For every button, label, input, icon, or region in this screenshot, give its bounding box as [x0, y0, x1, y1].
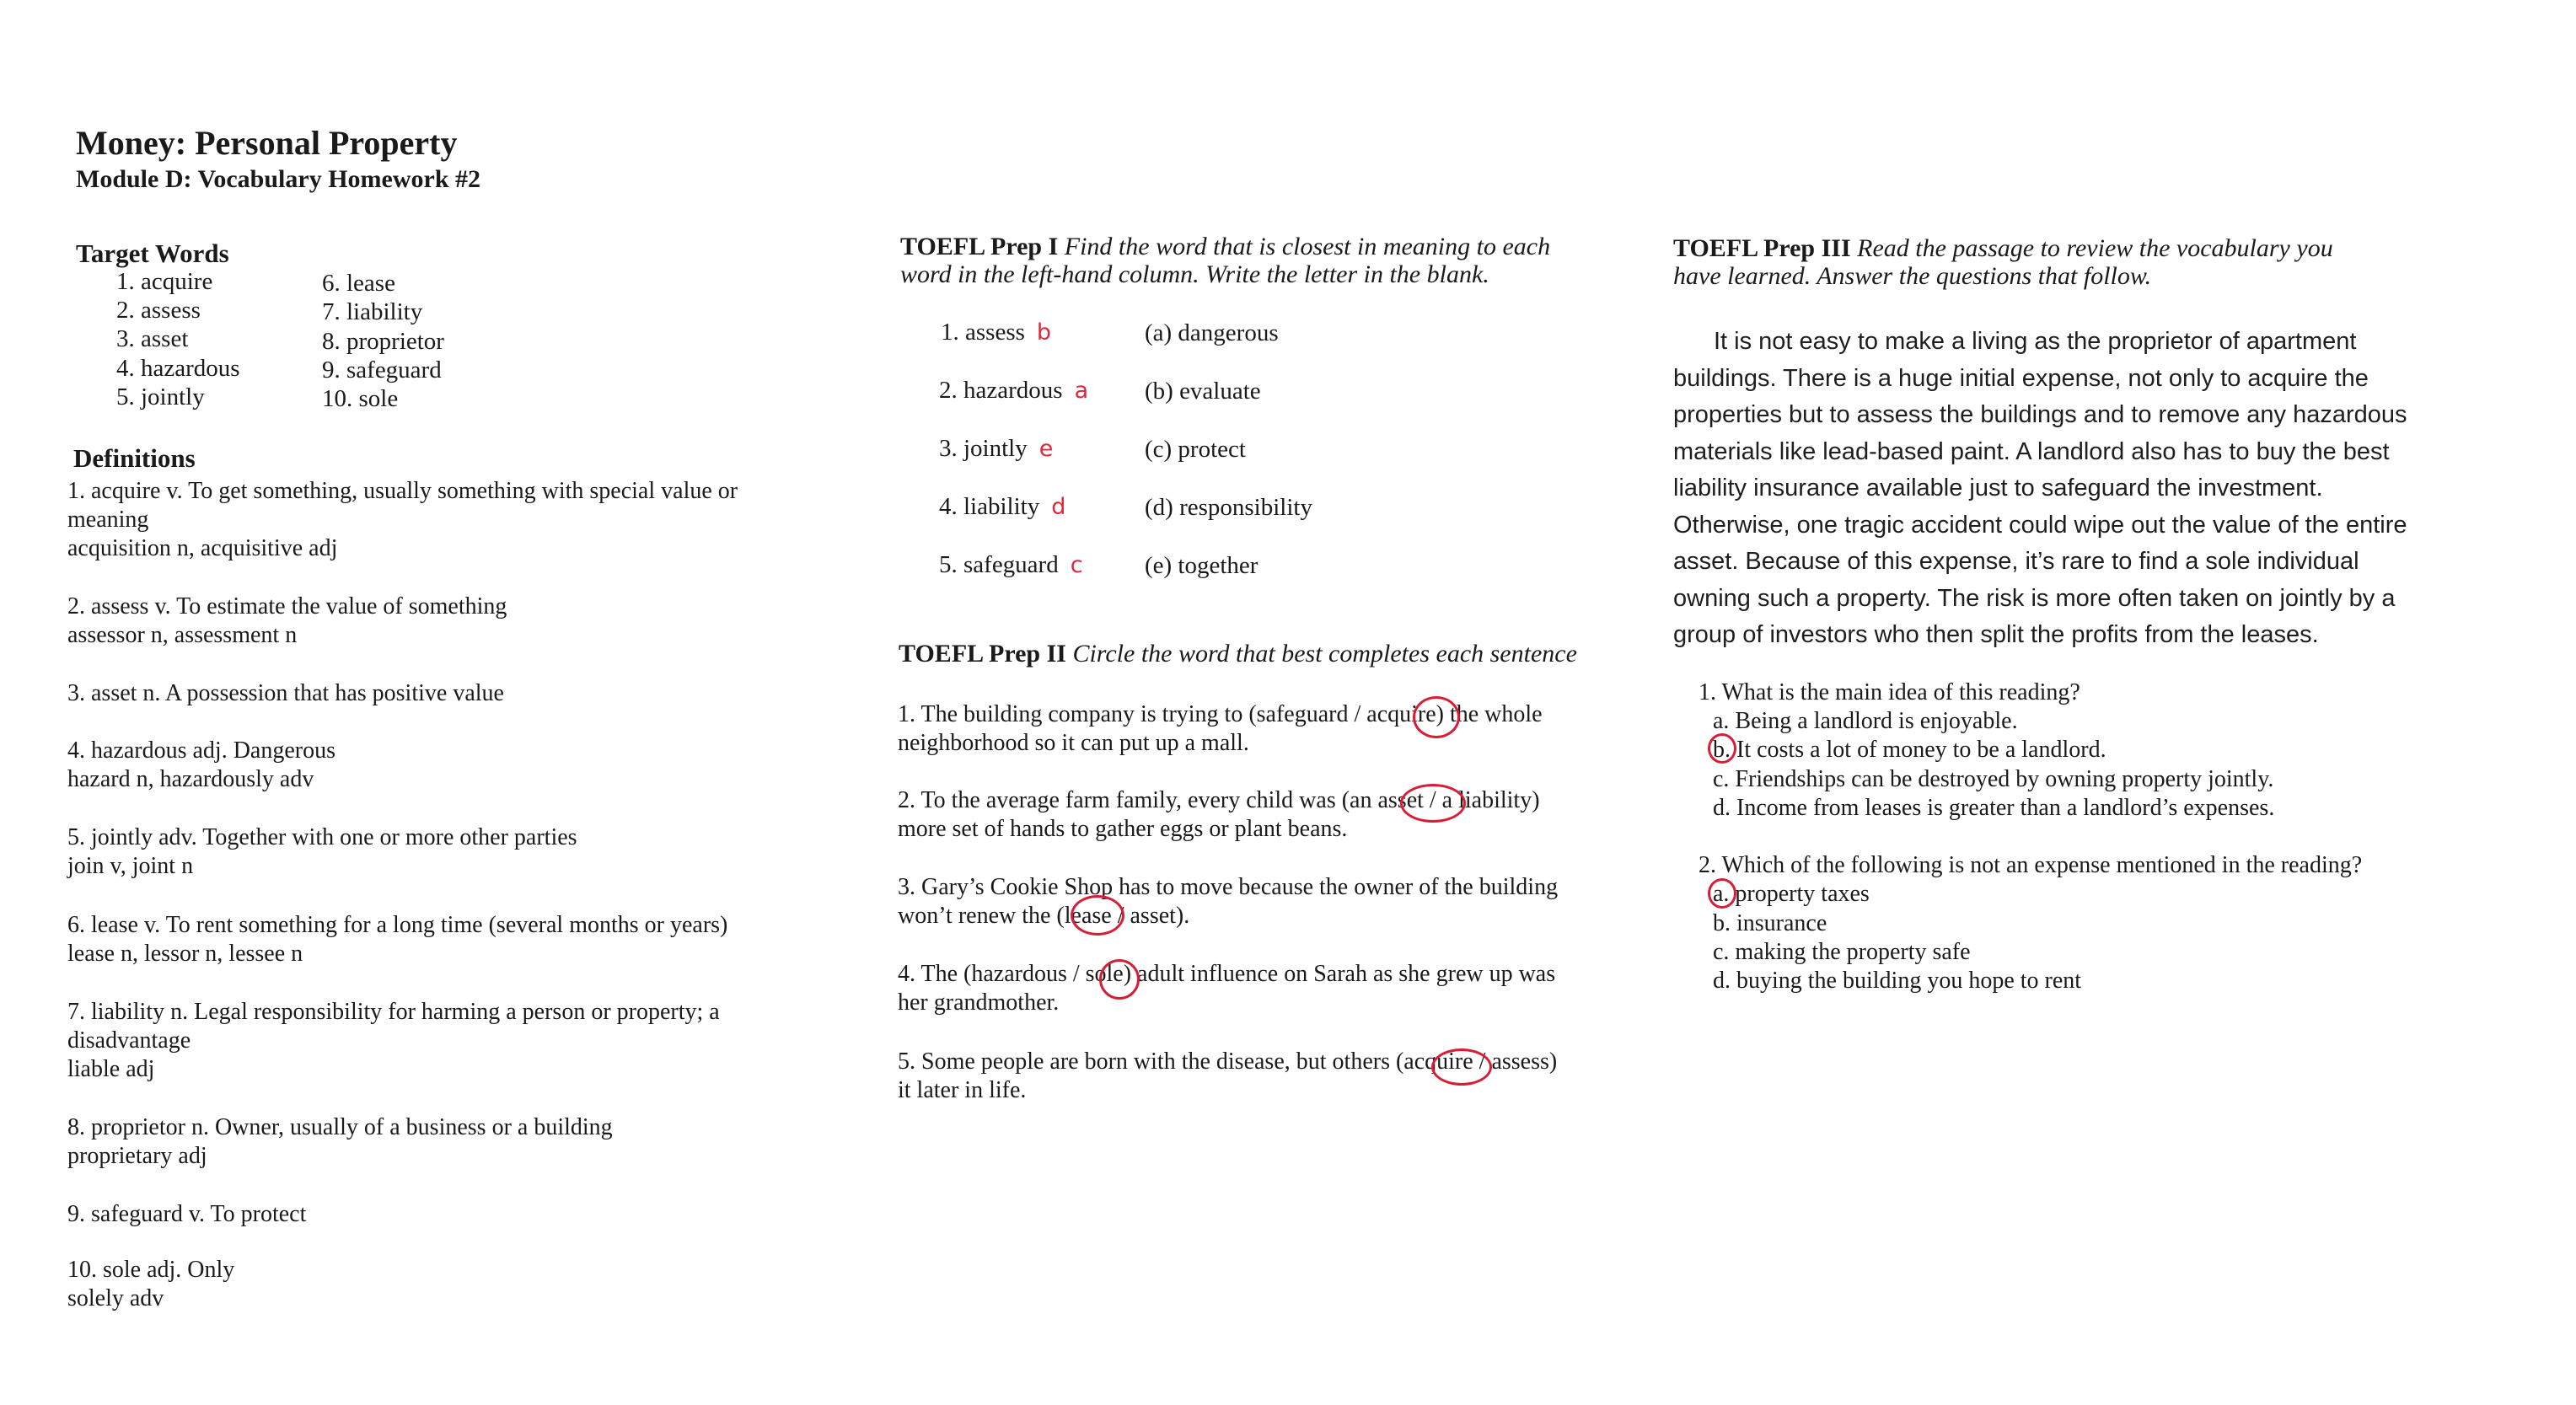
prep1-instructions: word in the left-hand column. Write the letter in the blank.	[900, 260, 1489, 288]
prep1-title: TOEFL Prep I	[900, 233, 1059, 260]
prep1-instructions-line2	[900, 260, 1489, 288]
fill-in-item	[898, 960, 1606, 1017]
target-words-heading: Target Words	[76, 239, 229, 268]
definition-item	[67, 823, 826, 881]
match-option: (a) dangerous	[1145, 319, 1279, 346]
prep3-instructions: Read the passage to review the vocabulary you	[1857, 234, 2333, 262]
prep3-title: TOEFL Prep III	[1673, 234, 1851, 262]
fill-in-item	[898, 700, 1606, 758]
definition-item	[67, 1256, 826, 1313]
target-word: 4. hazardous	[116, 355, 240, 382]
fill-in-item	[898, 786, 1606, 844]
match-option: (b) evaluate	[1145, 378, 1261, 405]
answer-circle	[1708, 733, 1736, 764]
answer-option: c. Friendships can be destroyed by owning property jointly.	[1713, 766, 2274, 792]
target-word: 3. asset	[116, 325, 189, 352]
fill-in-item	[898, 1048, 1606, 1105]
passage-line: properties but to assess the buildings and to remove any hazardous	[1673, 401, 2407, 428]
item-line: 5. Some people are born with the disease, but others (acquire / assess)	[898, 1048, 1558, 1075]
definition-line: 5. jointly adv. Together with one or more other parties	[67, 824, 577, 850]
fill-in-item	[898, 873, 1606, 930]
prep2-instructions: Circle the word that best completes each sentence	[1072, 640, 1577, 668]
definition-item	[67, 477, 826, 563]
item-line: it later in life.	[898, 1077, 1027, 1103]
definitions-heading: Definitions	[73, 443, 196, 473]
definition-line: disadvantage	[67, 1027, 191, 1054]
handwritten-answer: c	[1070, 552, 1083, 578]
item-line: 1. The building company is trying to (safeguard / acquire) the whole	[898, 701, 1543, 727]
prep2-heading	[899, 640, 1591, 668]
definition-item	[67, 998, 826, 1084]
target-word: 9. safeguard	[322, 357, 442, 383]
match-term: 2. hazardous	[939, 377, 1063, 404]
target-word: 10. sole	[322, 385, 399, 412]
definition-item	[67, 1113, 826, 1171]
answer-circle	[1071, 895, 1124, 936]
match-row	[939, 551, 1083, 579]
passage-line: materials like lead-based paint. A landlord also has to buy the best	[1673, 437, 2390, 465]
passage-line: It is not easy to make a living as the proprietor of apartment	[1714, 328, 2357, 355]
handwritten-answer: a	[1074, 378, 1089, 404]
answer-option: d. Income from leases is greater than a landlord’s expenses.	[1713, 795, 2275, 821]
target-word: 8. proprietor	[322, 328, 444, 355]
answer-option: d. buying the building you hope to rent	[1713, 968, 2082, 994]
definition-line: liable adj	[67, 1056, 155, 1082]
target-word: 6. lease	[322, 270, 395, 297]
definition-line: 2. assess v. To estimate the value of something	[67, 593, 507, 619]
item-line: her grandmother.	[898, 989, 1060, 1016]
answer-option: b. It costs a lot of money to be a landlord.	[1713, 737, 2106, 763]
page-subtitle: Module D: Vocabulary Homework #2	[76, 165, 480, 193]
question-stem: 1. What is the main idea of this reading?	[1699, 679, 2080, 705]
prep1-heading	[900, 233, 1550, 260]
definition-line: 8. proprietor n. Owner, usually of a business or a building	[67, 1114, 613, 1140]
passage-line: owning such a property. The risk is more often taken on jointly by a	[1673, 584, 2396, 612]
definition-line: hazard n, hazardously adv	[67, 766, 314, 792]
prep1-instructions: Find the word that is closest in meaning to each	[1064, 233, 1551, 260]
item-line: more set of hands to gather eggs or plant beans.	[898, 816, 1348, 842]
page-title: Money: Personal Property	[76, 124, 458, 162]
match-row	[939, 493, 1065, 521]
answer-circle	[1431, 1048, 1492, 1086]
definition-item	[67, 911, 826, 968]
target-word: 2. assess	[116, 297, 201, 324]
definition-line: meaning	[67, 507, 149, 533]
prep3-instructions-line2	[1673, 262, 2151, 290]
match-term: 4. liability	[939, 493, 1040, 520]
definition-line: acquisition n, acquisitive adj	[67, 535, 338, 561]
item-line: neighborhood so it can put up a mall.	[898, 730, 1249, 756]
definition-line: 6. lease v. To rent something for a long time (several months or years)	[67, 912, 728, 938]
match-row	[939, 435, 1053, 463]
definition-line: 7. liability n. Legal responsibility for harming a person or property; a	[67, 999, 720, 1025]
definition-line: 4. hazardous adj. Dangerous	[67, 737, 336, 764]
handwritten-answer: d	[1051, 494, 1066, 520]
passage-line: liability insurance available just to safeguard the investment.	[1673, 475, 2323, 501]
prep3-heading	[1673, 234, 2333, 262]
reading-passage	[1673, 324, 2466, 654]
answer-circle	[1099, 959, 1140, 1000]
definition-line: assessor n, assessment n	[67, 622, 298, 648]
match-row	[941, 319, 1051, 346]
definition-item	[67, 593, 826, 650]
prep2-title: TOEFL Prep II	[899, 640, 1066, 668]
answer-circle	[1708, 878, 1736, 909]
match-row	[939, 377, 1088, 405]
passage-line: group of investors who then split the profits from the leases.	[1673, 621, 2319, 648]
definition-line: lease n, lessor n, lessee n	[67, 941, 303, 967]
passage-line: Otherwise, one tragic accident could wipe out the value of the entire	[1673, 511, 2407, 539]
definition-item	[67, 1200, 826, 1229]
passage-line: buildings. There is a huge initial expense, not only to acquire the	[1673, 364, 2369, 392]
item-line: 2. To the average farm family, every child was (an asset / a liability)	[898, 787, 1540, 813]
match-term: 3. jointly	[939, 435, 1028, 462]
item-line: 4. The (hazardous / sole) adult influence on Sarah as she grew up was	[898, 961, 1556, 987]
definition-line: join v, joint n	[67, 853, 194, 879]
item-line: 3. Gary’s Cookie Shop has to move because the owner of the building	[898, 874, 1559, 900]
target-word: 1. acquire	[116, 268, 213, 295]
answer-option: c. making the property safe	[1713, 939, 1971, 965]
passage-line: asset. Because of this expense, it’s rare to find a sole individual	[1673, 548, 2359, 575]
definition-line: 1. acquire v. To get something, usually something with special value or	[67, 478, 738, 504]
answer-option: a. Being a landlord is enjoyable.	[1713, 708, 2018, 734]
definition-line: 3. asset n. A possession that has positive value	[67, 680, 504, 706]
answer-option: a. property taxes	[1713, 881, 1870, 907]
match-term: 1. assess	[941, 319, 1025, 346]
question-stem: 2. Which of the following is not an expense mentioned in the reading?	[1699, 852, 2363, 878]
definition-item	[67, 679, 826, 708]
target-word: 7. liability	[322, 298, 423, 325]
answer-circle	[1400, 784, 1466, 823]
definition-line: solely adv	[67, 1285, 164, 1311]
definition-line: 10. sole adj. Only	[67, 1257, 235, 1283]
item-line: won’t renew the (lease / asset).	[898, 903, 1190, 929]
prep3-instructions: have learned. Answer the questions that follow.	[1673, 262, 2152, 290]
answer-option: b. insurance	[1713, 910, 1827, 936]
match-option: (e) together	[1145, 552, 1258, 579]
definition-line: 9. safeguard v. To protect	[67, 1201, 307, 1227]
answer-circle	[1413, 696, 1460, 738]
definition-item	[67, 737, 826, 794]
match-term: 5. safeguard	[939, 551, 1059, 578]
match-option: (d) responsibility	[1145, 494, 1312, 521]
handwritten-answer: e	[1038, 436, 1054, 462]
handwritten-answer: b	[1036, 319, 1052, 346]
target-word: 5. jointly	[116, 383, 205, 410]
definition-line: proprietary adj	[67, 1143, 207, 1169]
match-option: (c) protect	[1145, 436, 1246, 463]
